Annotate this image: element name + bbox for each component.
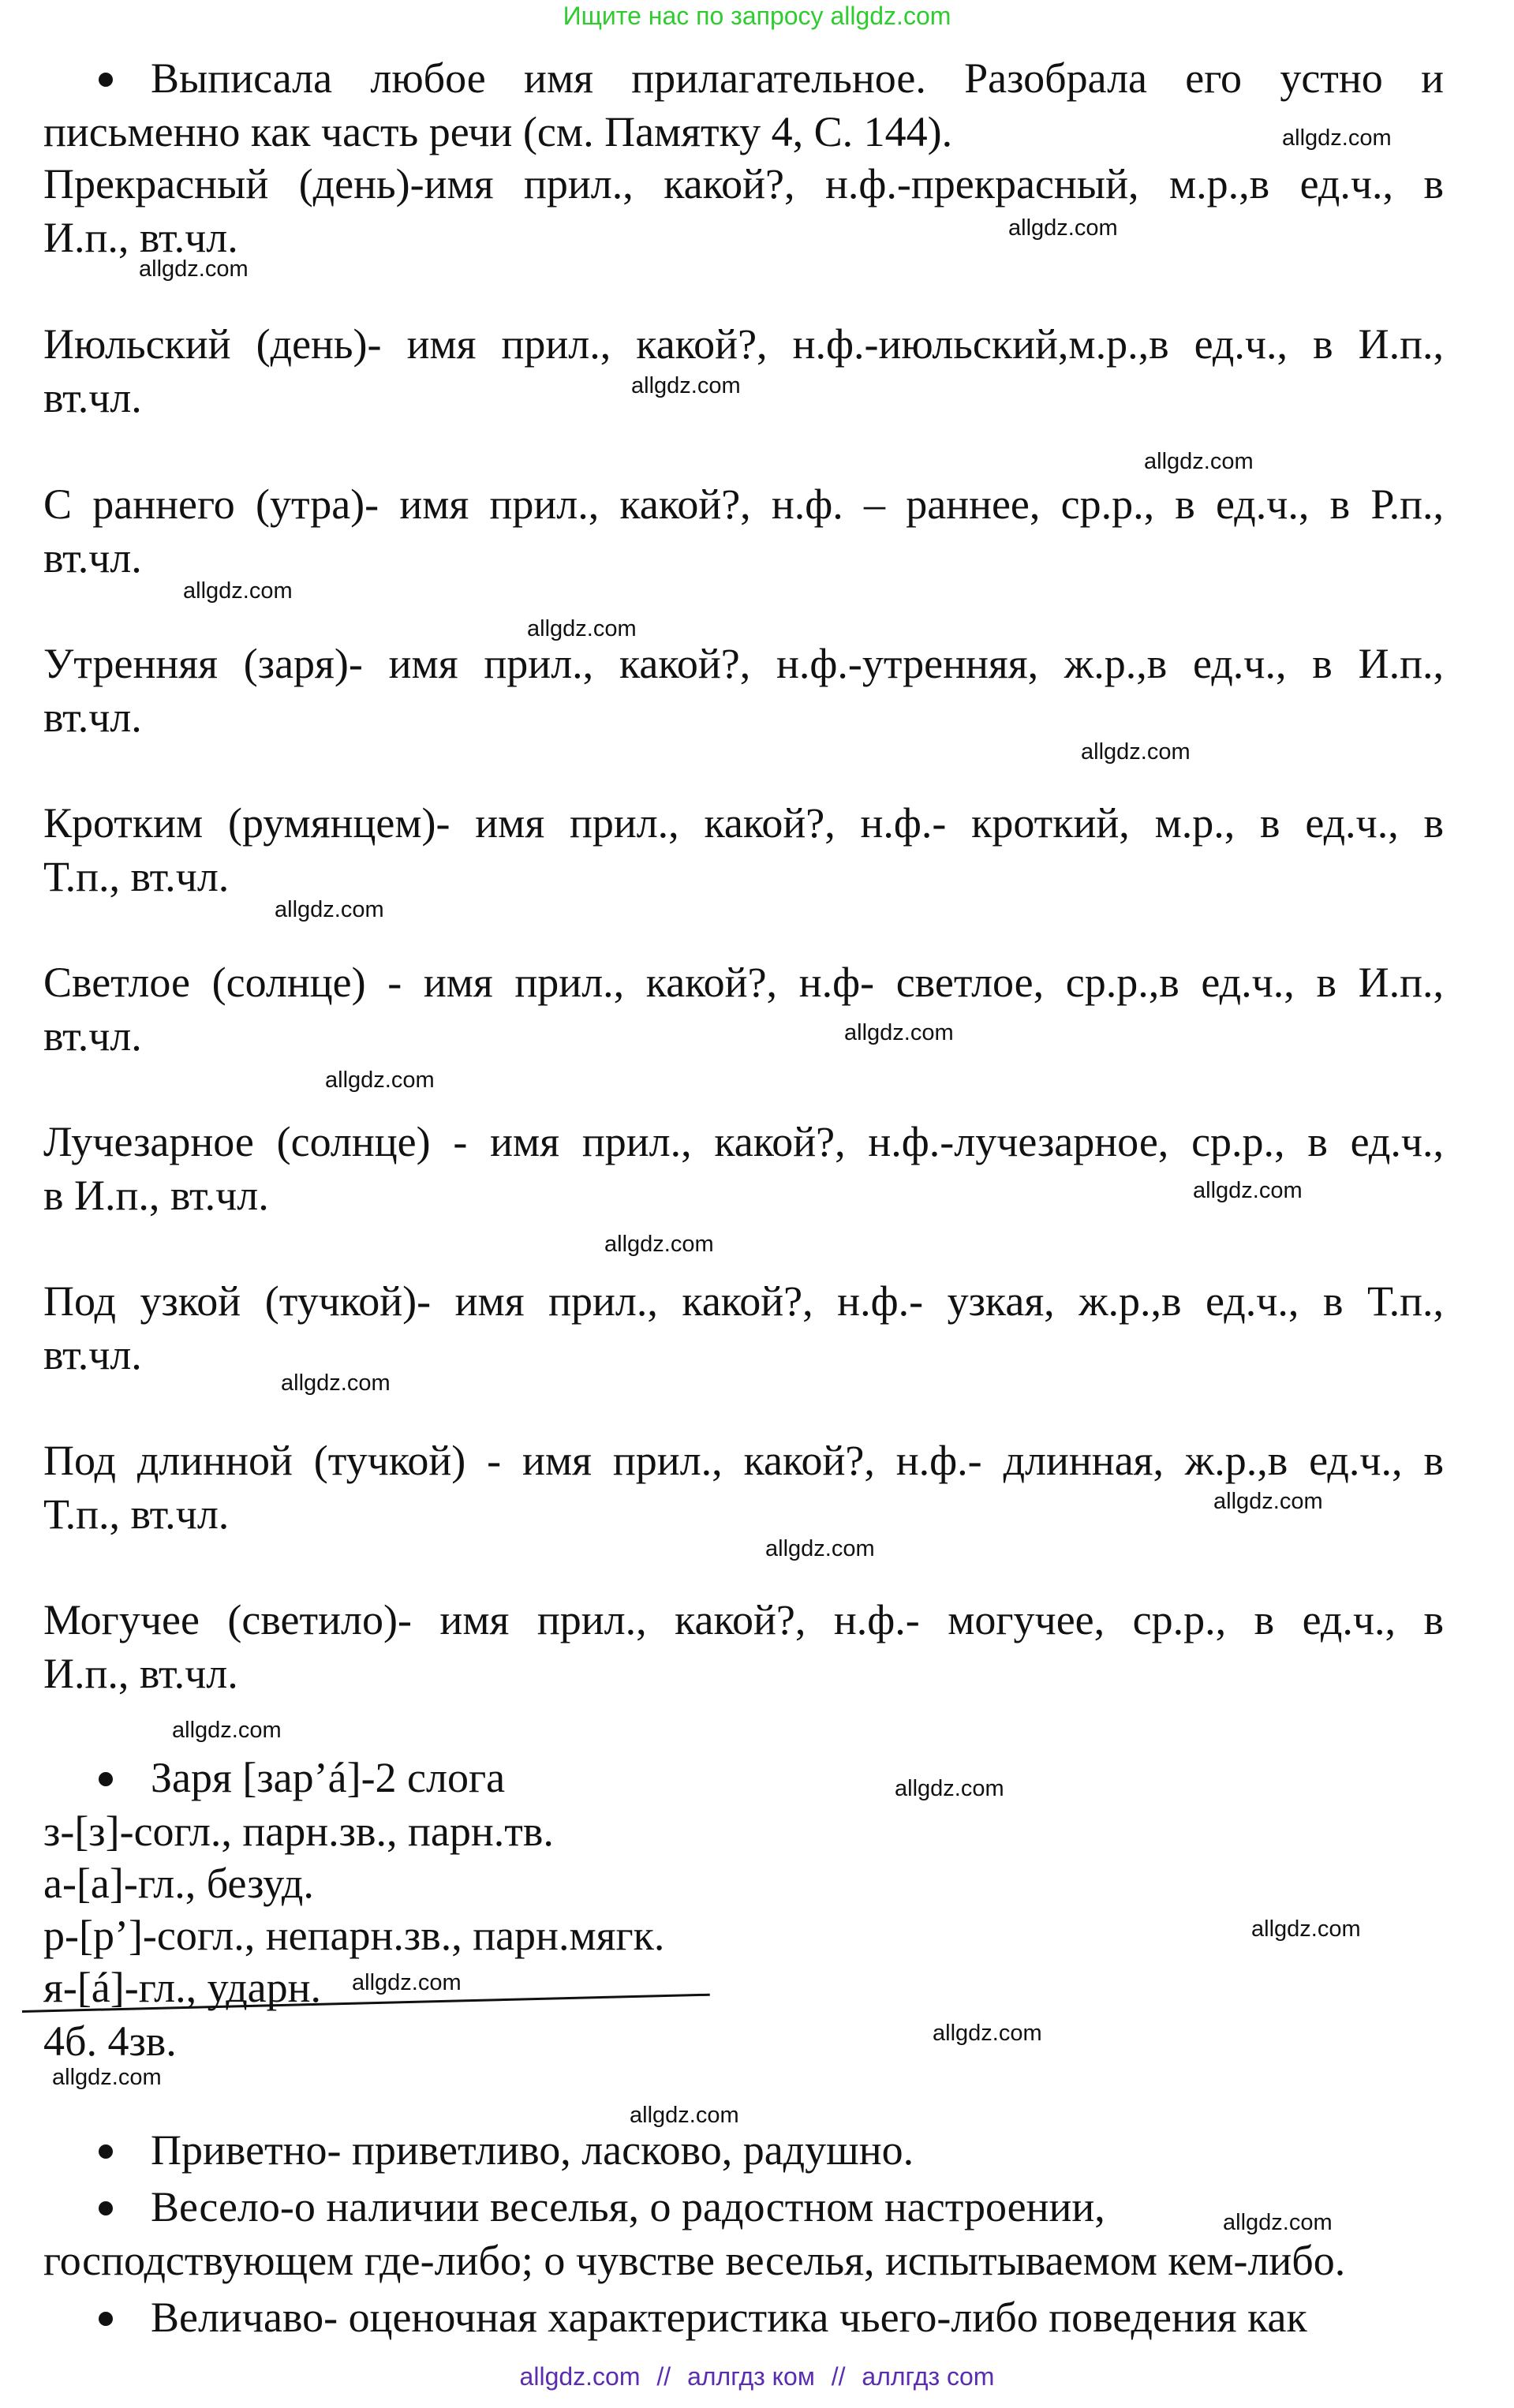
entry-10-line-1: Могучее (светило)- имя прил., какой?, н.ф.- могучее, ср.р., в ед.ч., в xyxy=(43,1596,1444,1643)
entry-2-line-1: Июльский (день)- имя прил., какой?, н.ф.-июльский,м.р.,в ед.ч., в И.п., xyxy=(43,320,1444,368)
entry-8-line-2: вт.чл. xyxy=(43,1331,142,1378)
intro-line-1: Выписала любое имя прилагательное. Разобрала его устно и xyxy=(43,52,1444,104)
intro-line-2: письменно как часть речи (см. Памятку 4, С. 144). xyxy=(43,108,953,155)
entry-8-line-1: Под узкой (тучкой)- имя прил., какой?, н.ф.- узкая, ж.р.,в ед.ч., в Т.п., xyxy=(43,1277,1444,1325)
watermark: allgdz.com xyxy=(183,578,293,604)
footer-separator: // xyxy=(831,2362,846,2391)
watermark: allgdz.com xyxy=(172,1718,282,1743)
footer-link-allgdz[interactable]: allgdz.com xyxy=(519,2362,641,2391)
watermark: allgdz.com xyxy=(352,1970,462,1995)
entry-6-line-2: вт.чл. xyxy=(43,1012,142,1060)
watermark: allgdz.com xyxy=(933,2021,1042,2046)
entry-10-line-2: И.п., вт.чл. xyxy=(43,1650,238,1697)
entry-9-line-2: Т.п., вт.чл. xyxy=(43,1490,230,1538)
watermark: allgdz.com xyxy=(1251,1916,1361,1942)
watermark: allgdz.com xyxy=(630,2103,739,2128)
watermark: allgdz.com xyxy=(895,1776,1004,1801)
entry-3-line-2: вт.чл. xyxy=(43,534,142,581)
phonetic-total: 4б. 4зв. xyxy=(43,2017,177,2065)
entry-6-line-1: Светлое (солнце) - имя прил., какой?, н.ф- светлое, ср.р.,в ед.ч., в И.п., xyxy=(43,959,1444,1006)
meaning-3: Величаво- оценочная характеристика чьего-либо поведения как xyxy=(43,2291,1444,2343)
entry-4-line-1: Утренняя (заря)- имя прил., какой?, н.ф.-утренняя, ж.р.,в ед.ч., в И.п., xyxy=(43,640,1444,687)
meaning-1: Приветно- приветливо, ласково, радушно. xyxy=(43,2124,1444,2176)
phonetic-line-2: а-[а]-гл., безуд. xyxy=(43,1860,314,1907)
entry-3-line-1: С раннего (утра)- имя прил., какой?, н.ф. – раннее, ср.р., в ед.ч., в Р.п., xyxy=(43,480,1444,528)
watermark: allgdz.com xyxy=(1223,2210,1333,2235)
footer-separator: // xyxy=(656,2362,671,2391)
watermark: allgdz.com xyxy=(1008,215,1118,241)
phonetic-line-1: з-[з]-согл., парн.зв., парн.тв. xyxy=(43,1808,554,1855)
watermark: allgdz.com xyxy=(631,373,741,398)
watermark: allgdz.com xyxy=(139,256,249,282)
entry-2-line-2: вт.чл. xyxy=(43,374,142,421)
watermark: allgdz.com xyxy=(1081,739,1191,765)
top-banner[interactable]: Ищите нас по запросу allgdz.com xyxy=(563,2,951,30)
watermark: allgdz.com xyxy=(1193,1178,1303,1203)
phonetic-line-4: я-[á]-гл., ударн. xyxy=(43,1964,322,2011)
entry-5-line-1: Кротким (румянцем)- имя прил., какой?, н.ф.- кроткий, м.р., в ед.ч., в xyxy=(43,799,1444,847)
phonetic-line-3: р-[р’]-согл., непарн.зв., парн.мягк. xyxy=(43,1912,665,1959)
watermark: allgdz.com xyxy=(844,1020,954,1045)
meaning-2-line-1: Весело-о наличии веселья, о радостном настроении, xyxy=(43,2181,1444,2233)
watermark: allgdz.com xyxy=(604,1232,714,1257)
watermark: allgdz.com xyxy=(765,1536,875,1561)
watermark: allgdz.com xyxy=(52,2065,162,2090)
phonetic-title: Заря [зар’á]-2 слога xyxy=(43,1752,1444,1804)
watermark: allgdz.com xyxy=(325,1068,435,1093)
watermark: allgdz.com xyxy=(281,1370,391,1396)
meaning-2-line-2: господствующем где-либо; о чувстве веселья, испытываемом кем-либо. xyxy=(43,2237,1346,2284)
watermark: allgdz.com xyxy=(1282,125,1392,151)
footer-link-allgdz-ru[interactable]: аллгдз ком xyxy=(687,2362,815,2391)
entry-1-line-2: И.п., вт.чл. xyxy=(43,214,238,261)
entry-7-line-2: в И.п., вт.чл. xyxy=(43,1172,269,1219)
watermark: allgdz.com xyxy=(1213,1489,1323,1514)
entry-4-line-2: вт.чл. xyxy=(43,694,142,741)
watermark: allgdz.com xyxy=(1144,449,1254,474)
entry-7-line-1: Лучезарное (солнце) - имя прил., какой?, н.ф.-лучезарное, ср.р., в ед.ч., xyxy=(43,1118,1444,1165)
entry-1-line-1: Прекрасный (день)-имя прил., какой?, н.ф.-прекрасный, м.р.,в ед.ч., в xyxy=(43,160,1444,208)
watermark: allgdz.com xyxy=(527,616,637,641)
watermark: allgdz.com xyxy=(275,897,384,922)
entry-9-line-1: Под длинной (тучкой) - имя прил., какой?, н.ф.- длинная, ж.р.,в ед.ч., в xyxy=(43,1437,1444,1484)
footer-link-allgdz-mixed[interactable]: аллгдз com xyxy=(862,2362,995,2391)
entry-5-line-2: Т.п., вт.чл. xyxy=(43,853,230,900)
footer-links xyxy=(0,2359,1514,2394)
